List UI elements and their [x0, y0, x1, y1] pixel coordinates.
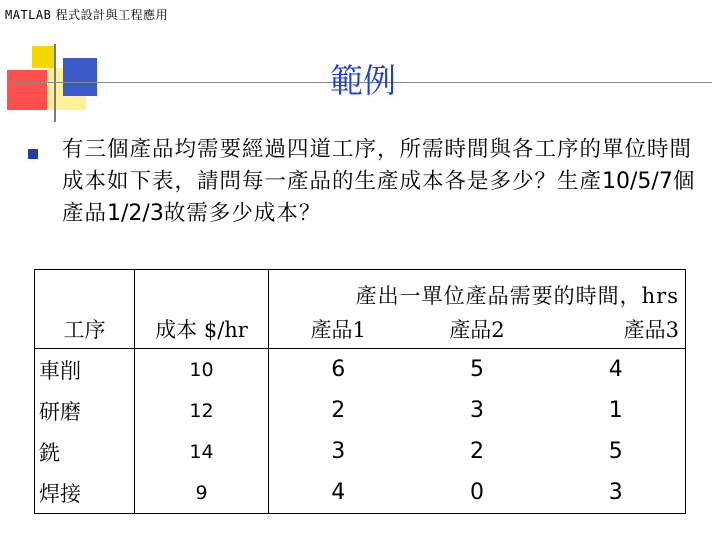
paragraph-text-2: 個產品 — [62, 169, 696, 226]
cell-product-2: 3 — [470, 398, 484, 423]
cell-cost: 12 — [135, 390, 269, 431]
table-row — [35, 390, 686, 431]
col-header-product-3: 產品3 — [547, 310, 686, 349]
cell-process: 銑 — [35, 431, 135, 472]
table-row — [35, 349, 686, 391]
decor-square-blue — [63, 58, 97, 96]
cell-cost: 9 — [135, 472, 269, 514]
paragraph-product-ids: 1/2/3 — [107, 201, 164, 226]
cell-product-2: 2 — [470, 439, 484, 464]
col-header-cost: 成本 $/hr — [135, 310, 269, 349]
cell-product-1: 4 — [269, 472, 408, 514]
process-time-table — [34, 269, 686, 514]
course-prefix: MATLAB — [5, 8, 52, 22]
course-title: 程式設計與工程應用 — [51, 8, 169, 22]
paragraph-quantities: 10/5/7 — [602, 169, 673, 194]
cell-process: 研磨 — [35, 390, 135, 431]
table-header-row-top — [35, 270, 686, 311]
decor-square-yellow — [32, 46, 54, 68]
header-cell-empty-2 — [135, 270, 269, 311]
cell-process: 車削 — [35, 349, 135, 391]
col-header-product-2: 產品2 — [408, 310, 547, 349]
table-row — [35, 431, 686, 472]
cell-process: 焊接 — [35, 472, 135, 514]
cell-product-3: 5 — [547, 431, 686, 472]
decor-square-red — [7, 70, 47, 110]
cell-product-1: 2 — [269, 390, 408, 431]
cell-cost: 10 — [135, 349, 269, 391]
col-header-product-1: 產品1 — [269, 310, 408, 349]
table-row — [35, 472, 686, 514]
paragraph-text-1: 有三個產品均需要經過四道工序，所需時間與各工序的單位時間成本如下表，請問每一產品的生產成本各是多少？生產 — [62, 137, 693, 194]
bullet-square-icon — [28, 149, 38, 159]
slide-title: 範例 — [330, 61, 396, 100]
cell-product-2: 5 — [408, 349, 547, 391]
time-span-header: 產出一單位產品需要的時間，hrs — [269, 270, 686, 311]
cell-cost: 14 — [135, 431, 269, 472]
slide-paragraph — [62, 134, 702, 230]
header-cell-empty-1 — [35, 270, 135, 311]
course-header — [5, 6, 168, 23]
cell-product-3: 4 — [547, 349, 686, 391]
paragraph-text-3: 故需多少成本？ — [163, 201, 322, 226]
cell-product-3: 1 — [547, 390, 686, 431]
cell-product-2: 0 — [408, 472, 547, 514]
decor-vertical-line — [54, 44, 56, 122]
table-header-row — [35, 310, 686, 349]
col-header-process: 工序 — [35, 310, 135, 349]
cell-product-3: 3 — [547, 472, 686, 514]
cell-product-1: 3 — [269, 431, 408, 472]
cell-product-1: 6 — [269, 349, 408, 391]
